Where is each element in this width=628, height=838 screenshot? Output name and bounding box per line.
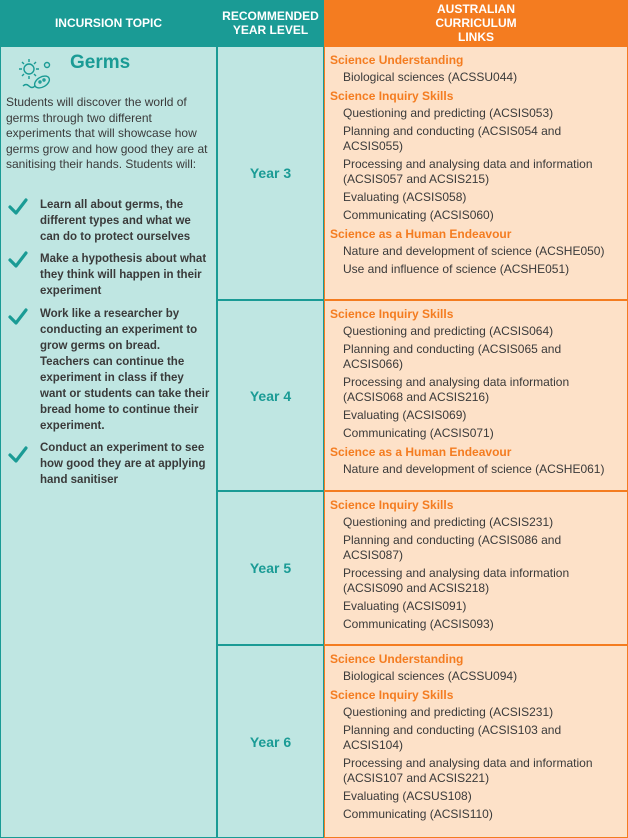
section-heading: Science Inquiry Skills xyxy=(330,307,454,321)
section-heading: Science Inquiry Skills xyxy=(330,89,454,103)
section-heading: Science Understanding xyxy=(330,53,464,67)
curriculum-item: Use and influence of science (ACSHE051) xyxy=(343,262,570,276)
curriculum-item: Planning and conducting (ACSIS086 and ACSIS087) xyxy=(343,533,562,562)
curriculum-item: Evaluating (ACSIS069) xyxy=(343,408,467,422)
curriculum-item: Communicating (ACSIS110) xyxy=(343,807,493,821)
section-heading: Science Inquiry Skills xyxy=(330,498,454,512)
curriculum-links-cell xyxy=(324,300,628,491)
curriculum-links-cell xyxy=(324,46,628,300)
curriculum-links-cell xyxy=(324,645,628,838)
section-heading: Science as a Human Endeavour xyxy=(330,445,512,459)
curriculum-item: Processing and analysing data information (ACSIS068 and ACSIS216) xyxy=(343,375,570,404)
topic-bullet: Work like a researcher by conducting an experiment to grow germs on bread. Teachers can continue the experiment in class if they want or students can take their bread home to continue their experiment. xyxy=(40,308,210,432)
section-heading: Science Inquiry Skills xyxy=(330,688,454,702)
curriculum-item: Communicating (ACSIS060) xyxy=(343,208,494,222)
topic-intro: Students will discover the world of germs through two different experiments that will showcase how germs grow and how good they are at sanitising their hands. Students will: xyxy=(6,95,208,171)
check-icon xyxy=(8,446,28,464)
topic-bullet: Learn all about germs, the different types and what we can do to protect ourselves xyxy=(40,199,191,243)
curriculum-item: Evaluating (ACSIS091) xyxy=(343,599,467,613)
curriculum-links-cell xyxy=(324,491,628,645)
curriculum-item: Nature and development of science (ACSHE050) xyxy=(343,244,605,258)
header-year-level: RECOMMENDED YEAR LEVEL xyxy=(217,0,324,46)
curriculum-item: Planning and conducting (ACSIS065 and ACSIS066) xyxy=(343,342,562,371)
curriculum-item: Planning and conducting (ACSIS054 and ACSIS055) xyxy=(343,124,562,153)
check-icon xyxy=(8,308,28,326)
year-level-cell: Year 4 xyxy=(217,300,324,491)
curriculum-item: Questioning and predicting (ACSIS053) xyxy=(343,106,554,120)
year-level-cell: Year 6 xyxy=(217,645,324,838)
curriculum-item: Evaluating (ACSUS108) xyxy=(343,789,472,803)
curriculum-item: Questioning and predicting (ACSIS231) xyxy=(343,515,554,529)
header-incursion-topic: INCURSION TOPIC xyxy=(0,0,217,46)
curriculum-item: Biological sciences (ACSSU094) xyxy=(343,669,518,683)
germs-icon xyxy=(15,55,55,95)
year-level-cell: Year 3 xyxy=(217,46,324,300)
topic-bullet: Make a hypothesis about what they think will happen in their experiment xyxy=(40,253,207,297)
curriculum-item: Communicating (ACSIS093) xyxy=(343,617,494,631)
check-icon xyxy=(8,251,28,269)
curriculum-item: Questioning and predicting (ACSIS231) xyxy=(343,705,554,719)
curriculum-item: Planning and conducting (ACSIS103 and ACSIS104) xyxy=(343,723,562,752)
curriculum-item: Processing and analysing data and information (ACSIS107 and ACSIS221) xyxy=(343,756,593,785)
curriculum-item: Nature and development of science (ACSHE061) xyxy=(343,462,605,476)
year-level-cell: Year 5 xyxy=(217,491,324,645)
curriculum-item: Processing and analysing data and information (ACSIS057 and ACSIS215) xyxy=(343,157,593,186)
curriculum-item: Communicating (ACSIS071) xyxy=(343,426,494,440)
curriculum-item: Evaluating (ACSIS058) xyxy=(343,190,467,204)
check-icon xyxy=(8,198,28,216)
topic-title: Germs xyxy=(70,52,131,73)
curriculum-item: Processing and analysing data information (ACSIS090 and ACSIS218) xyxy=(343,566,570,595)
curriculum-item: Biological sciences (ACSSU044) xyxy=(343,70,518,84)
topic-bullet: Conduct an experiment to see how good they are at applying hand sanitiser xyxy=(40,442,206,486)
section-heading: Science as a Human Endeavour xyxy=(330,227,512,241)
curriculum-item: Questioning and predicting (ACSIS064) xyxy=(343,324,554,338)
header-curriculum-links: AUSTRALIAN CURRICULUM LINKS xyxy=(324,0,628,46)
section-heading: Science Understanding xyxy=(330,652,464,666)
